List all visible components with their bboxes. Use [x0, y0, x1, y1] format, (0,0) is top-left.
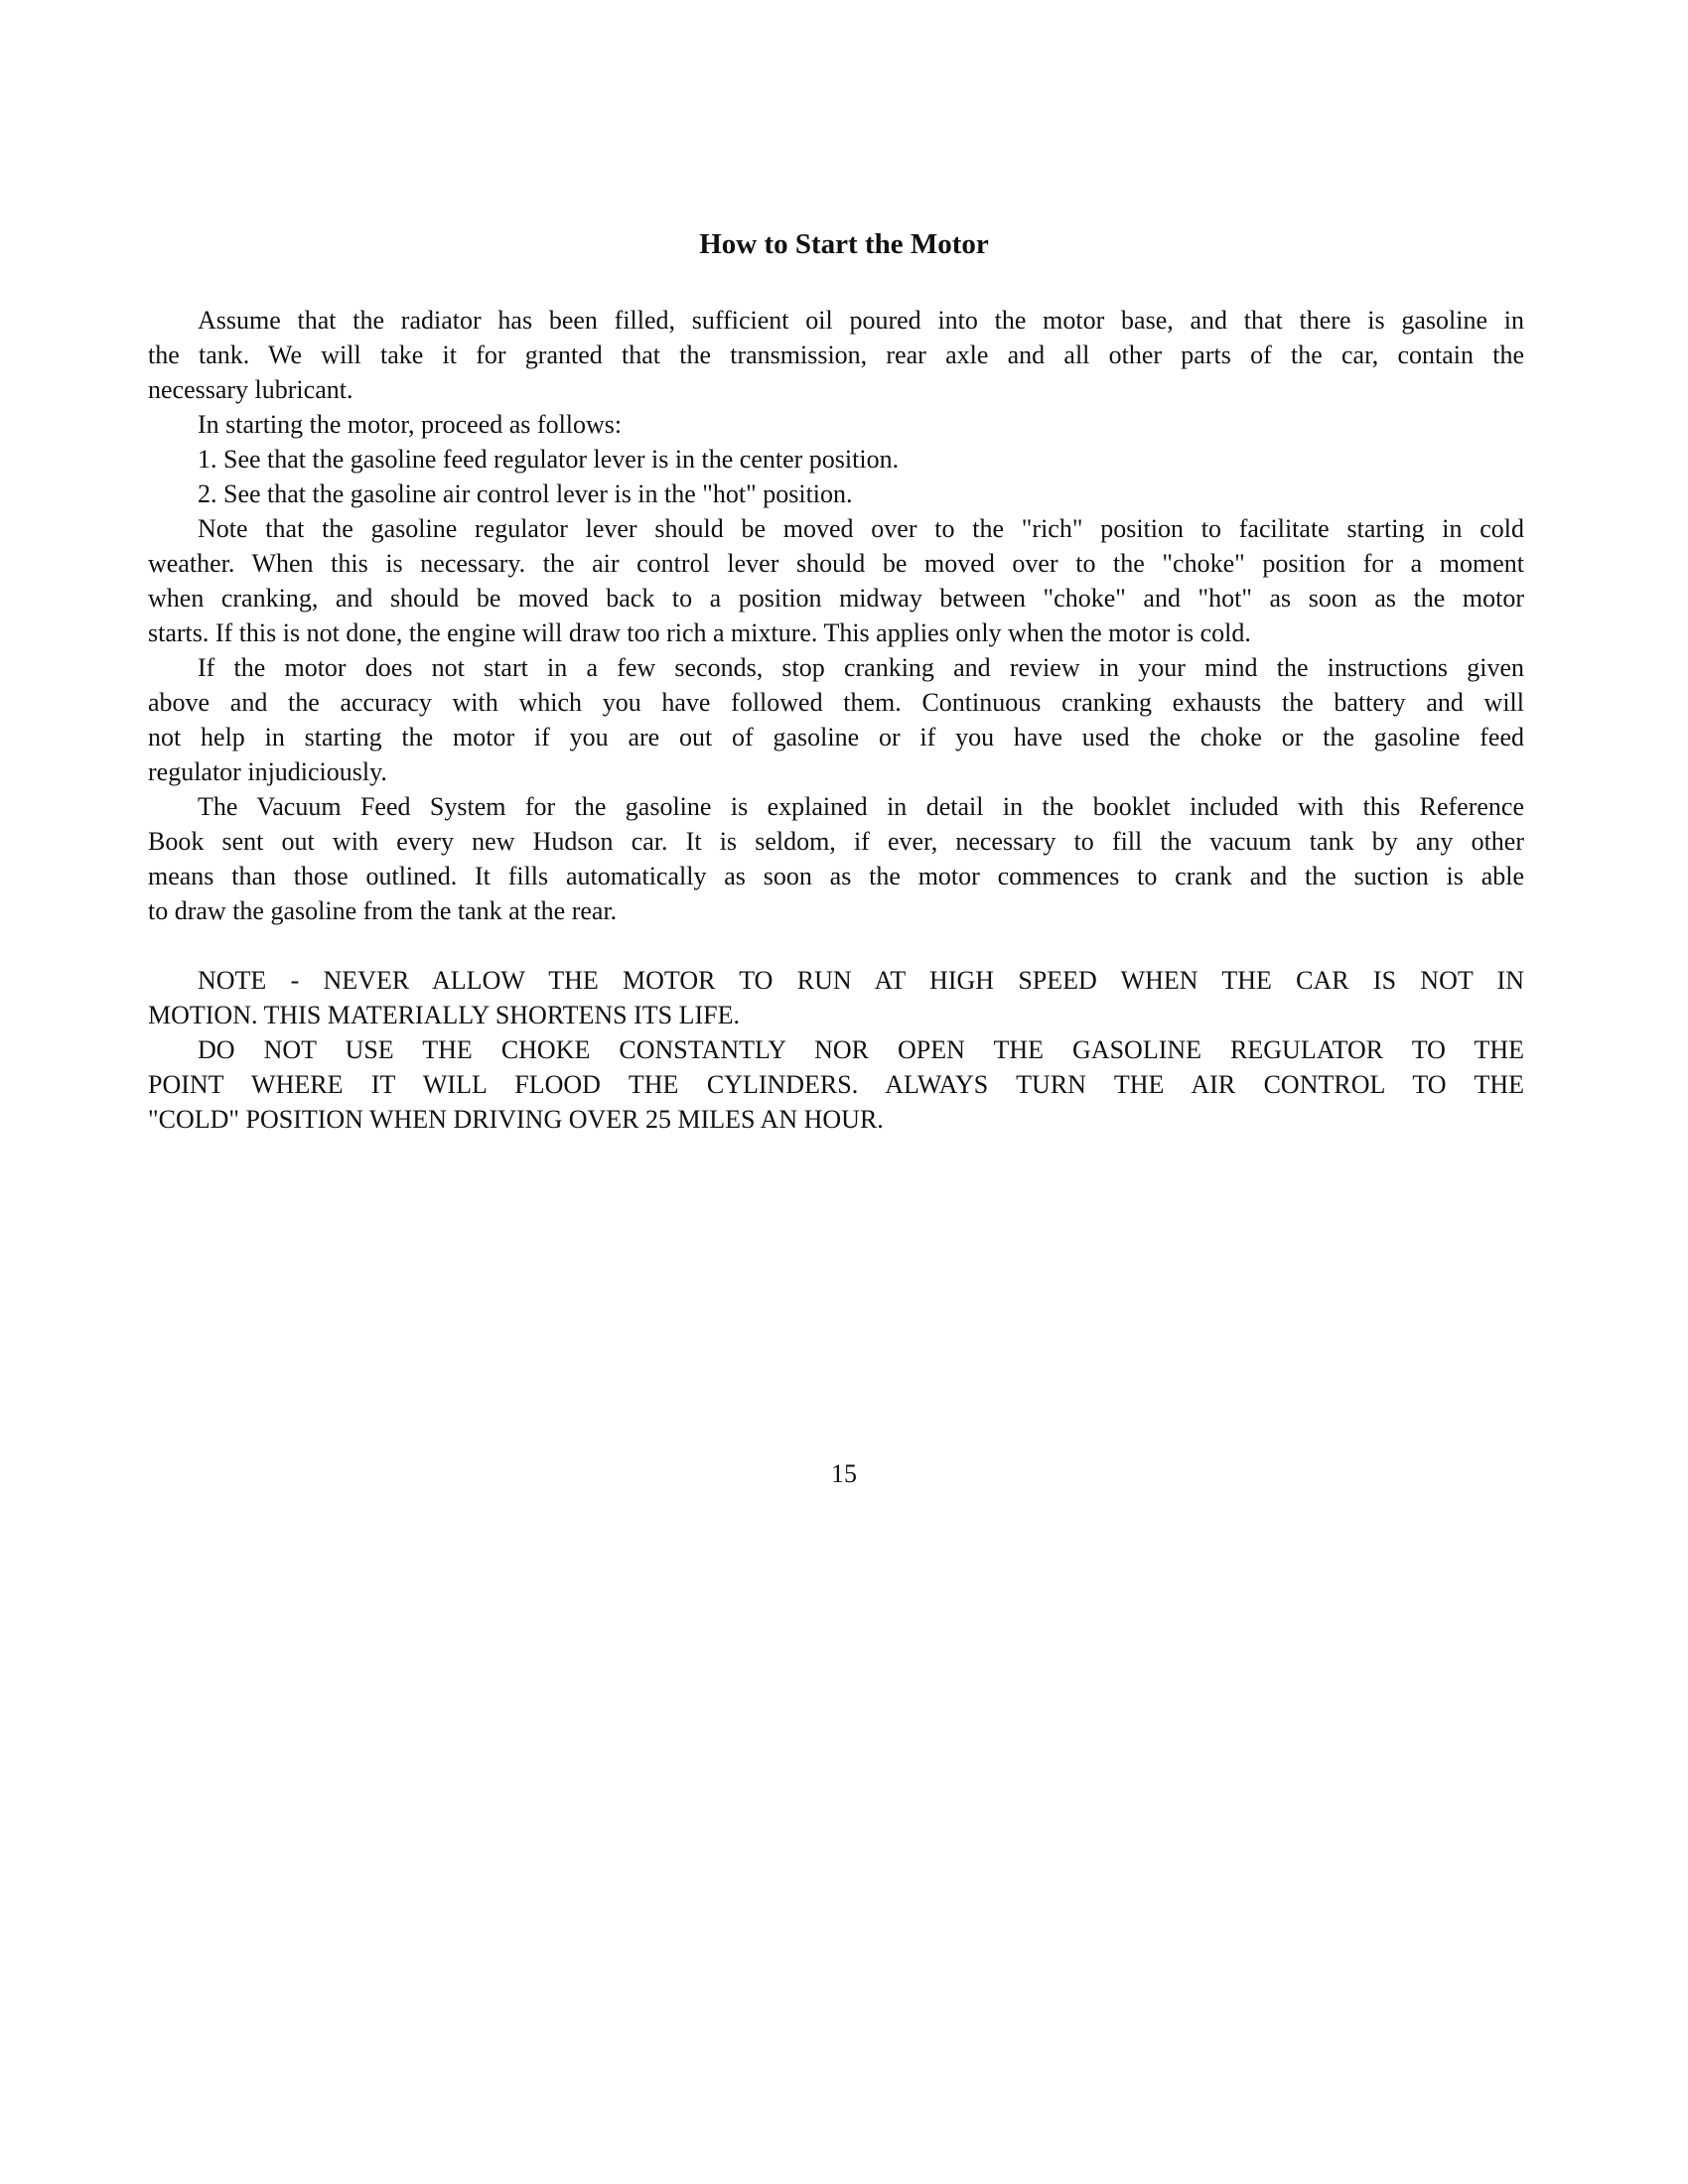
text-line: Note that the gasoline regulator lever should be moved over to the "rich" position to facilitate starting in cold [198, 514, 1524, 543]
text-line: starts. If this is not done, the engine will draw too rich a mixture. This applies only when the motor is cold. [148, 618, 1251, 647]
paragraph [148, 407, 1524, 442]
paragraph [148, 303, 1524, 407]
text-line: above and the accuracy with which you have followed them. Continuous cranking exhausts the battery and will [148, 688, 1524, 717]
text-line: the tank. We will take it for granted that the transmission, rear axle and all other parts of the car, contain the [148, 341, 1524, 369]
text-line: "COLD" POSITION WHEN DRIVING OVER 25 MILES AN HOUR. [148, 1105, 884, 1134]
text-line: 1. See that the gasoline feed regulator lever is in the center position. [198, 445, 900, 474]
document-body [148, 303, 1524, 1137]
text-line: DO NOT USE THE CHOKE CONSTANTLY NOR OPEN THE GASOLINE REGULATOR TO THE [198, 1035, 1524, 1064]
text-line: to draw the gasoline from the tank at the rear. [148, 896, 618, 925]
paragraph [148, 511, 1524, 650]
text-line: when cranking, and should be moved back to a position midway between "choke" and "hot" as soon as the motor [148, 584, 1524, 613]
paragraph [148, 789, 1524, 928]
paragraph [148, 650, 1524, 789]
text-line: If the motor does not start in a few seconds, stop cranking and review in your mind the instructions given [198, 653, 1524, 682]
text-line: 2. See that the gasoline air control lever is in the "hot" position. [198, 479, 853, 508]
text-line: weather. When this is necessary. the air control lever should be moved over to the "choke" position for a moment [148, 549, 1524, 578]
text-line: The Vacuum Feed System for the gasoline is explained in detail in the booklet included with this Reference [198, 792, 1524, 821]
text-line: regulator injudiciously. [148, 757, 387, 786]
page-number: 15 [831, 1459, 857, 1488]
text-line: Assume that the radiator has been filled, sufficient oil poured into the motor base, and that there is gasoline in [198, 306, 1524, 335]
text-line: not help in starting the motor if you are out of gasoline or if you have used the choke or the gasoline feed [148, 723, 1524, 751]
text-line: MOTION. THIS MATERIALLY SHORTENS ITS LIFE. [148, 1001, 740, 1029]
text-line: means than those outlined. It fills automatically as soon as the motor commences to crank and the suction is able [148, 862, 1524, 890]
text-line: POINT WHERE IT WILL FLOOD THE CYLINDERS. ALWAYS TURN THE AIR CONTROL TO THE [148, 1070, 1524, 1099]
text-line: NOTE - NEVER ALLOW THE MOTOR TO RUN AT HIGH SPEED WHEN THE CAR IS NOT IN [198, 966, 1524, 995]
paragraph [148, 442, 1524, 477]
note-paragraph [148, 963, 1524, 1032]
spacer [148, 928, 1524, 963]
text-line: Book sent out with every new Hudson car. It is seldom, if ever, necessary to fill the vacuum tank by any other [148, 827, 1524, 856]
page-title: How to Start the Motor [699, 228, 989, 260]
text-line: necessary lubricant. [148, 375, 353, 404]
text-line: In starting the motor, proceed as follows: [198, 410, 623, 439]
note-paragraph [148, 1032, 1524, 1137]
paragraph [148, 477, 1524, 511]
